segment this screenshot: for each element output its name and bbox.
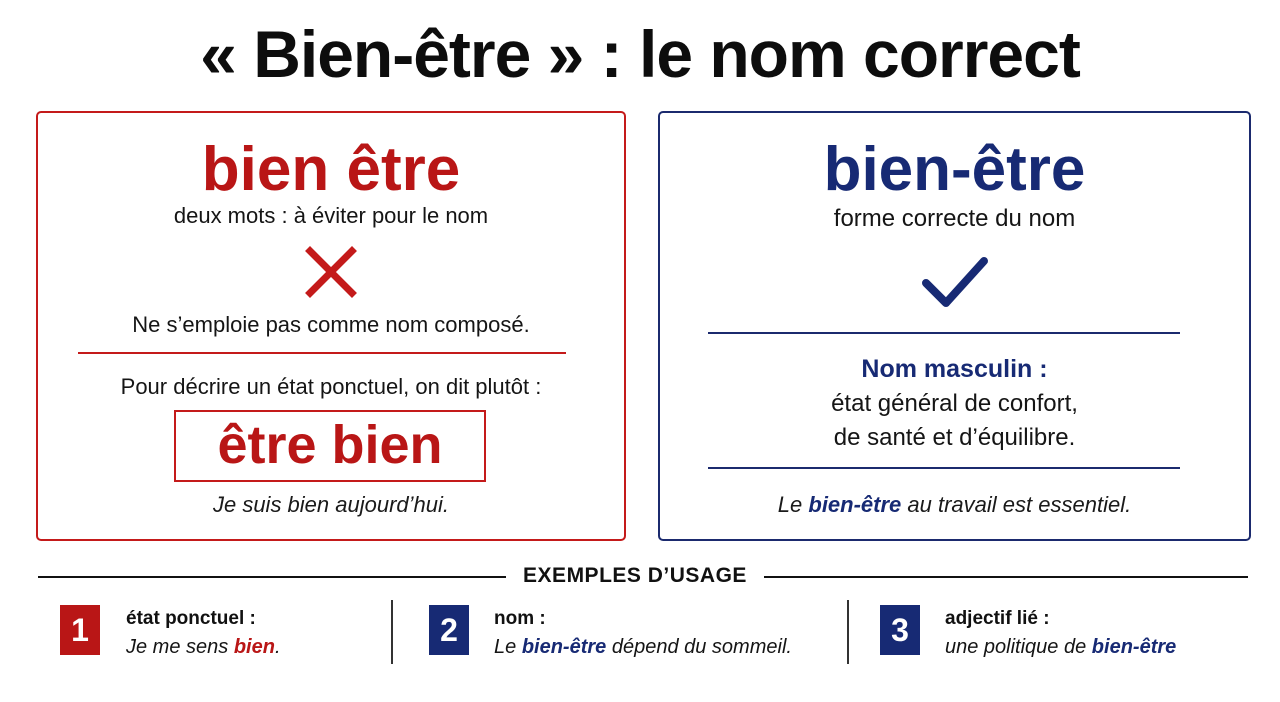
usage-number-badge: 2 (429, 605, 469, 655)
usage-number-badge: 3 (880, 605, 920, 655)
cross-icon (38, 245, 624, 299)
example-text: Le (777, 492, 809, 517)
usage-item-heading: nom : (494, 608, 546, 629)
incorrect-example: Je suis bien aujourd’hui. (212, 492, 450, 517)
incorrect-subtitle: deux mots : à éviter pour le nom (173, 203, 489, 228)
alternative-description: Pour décrire un état ponctuel, on dit plutôt : (120, 374, 542, 399)
usage-item-example (494, 634, 792, 660)
usage-title: EXEMPLES D’USAGE (523, 564, 747, 587)
usage-rule (38, 576, 506, 578)
usage-number-badge: 1 (60, 605, 100, 655)
usage-separator (391, 600, 393, 664)
example-text: au travail est essentiel. (901, 492, 1132, 517)
incorrect-note: Ne s’emploie pas comme nom composé. (132, 312, 530, 337)
usage-item-heading: état ponctuel : (126, 608, 256, 629)
example-text: Je me sens (126, 636, 234, 658)
incorrect-word: bien être (201, 135, 461, 204)
check-icon (660, 253, 1249, 313)
divider (708, 332, 1180, 334)
example-text: Le (494, 636, 522, 658)
example-highlight: bien-être (808, 492, 902, 517)
definition-line: de santé et d’équilibre. (833, 424, 1076, 451)
incorrect-form-card (36, 111, 626, 541)
divider (78, 352, 566, 354)
usage-item-heading: adjectif lié : (945, 608, 1050, 629)
correct-word: bien-être (823, 135, 1086, 204)
correct-example (660, 491, 1249, 519)
example-highlight: bien-être (1091, 636, 1177, 658)
definition-line: état général de confort, (831, 390, 1078, 417)
usage-rule (764, 576, 1248, 578)
example-text: une politique de (945, 636, 1092, 658)
usage-item-example (126, 634, 281, 660)
example-text: dépend du sommeil. (606, 636, 792, 658)
definition-heading: Nom masculin : (861, 355, 1048, 383)
example-text: . (274, 636, 281, 658)
correct-form-card (658, 111, 1251, 541)
alternative-phrase-box: être bien (174, 410, 486, 482)
usage-separator (847, 600, 849, 664)
correct-subtitle: forme correcte du nom (833, 205, 1076, 232)
example-highlight: bien (233, 636, 275, 658)
divider (708, 467, 1180, 469)
page-title: « Bien-être » : le nom correct (200, 17, 1080, 91)
usage-item-example (945, 634, 1176, 660)
example-highlight: bien-être (521, 636, 607, 658)
